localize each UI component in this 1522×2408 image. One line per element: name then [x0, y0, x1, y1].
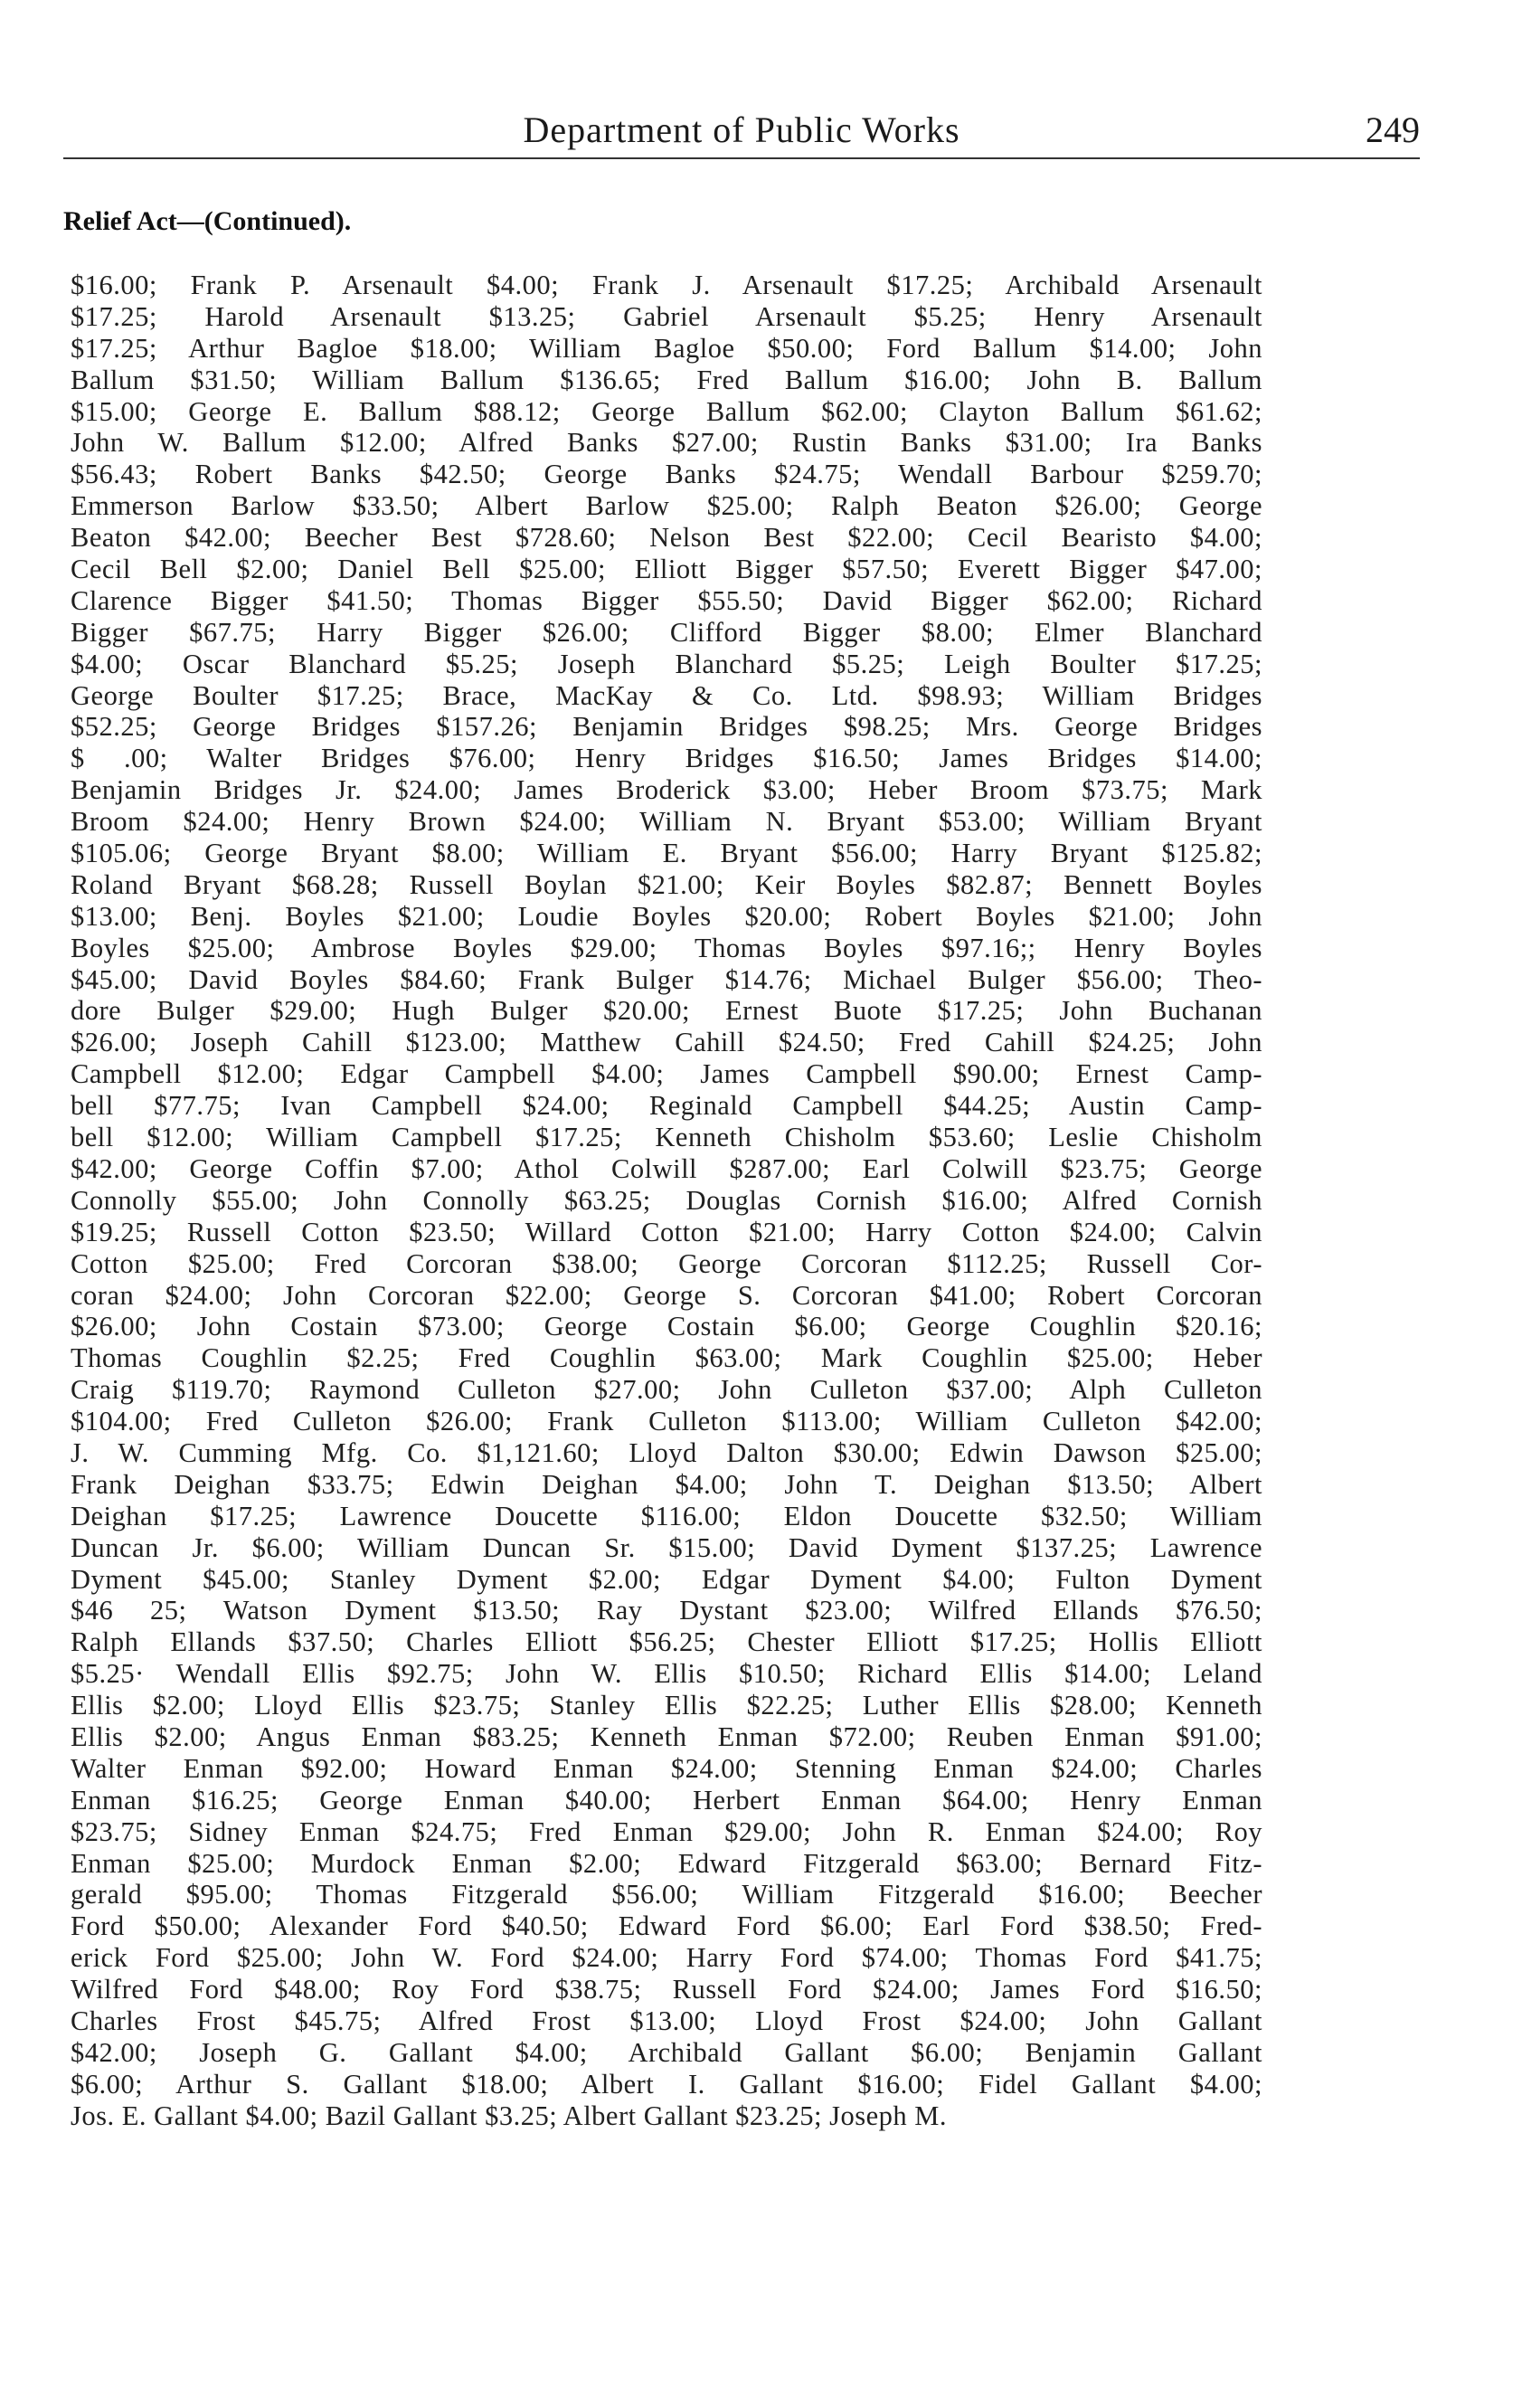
body-line: $52.25; George Bridges $157.26; Benjamin Bridges $98.25; Mrs. George Bridges: [71, 711, 1262, 743]
body-line: Cecil Bell $2.00; Daniel Bell $25.00; Elliott Bigger $57.50; Everett Bigger $47.00;: [71, 554, 1262, 585]
body-line: Ellis $2.00; Lloyd Ellis $23.75; Stanley Ellis $22.25; Luther Ellis $28.00; Kenneth: [71, 1690, 1262, 1721]
body-line: $26.00; John Costain $73.00; George Costain $6.00; George Coughlin $20.16;: [71, 1311, 1262, 1342]
body-line: $104.00; Fred Culleton $26.00; Frank Culleton $113.00; William Culleton $42.00;: [71, 1406, 1262, 1437]
body-line: $42.00; Joseph G. Gallant $4.00; Archibald Gallant $6.00; Benjamin Gallant: [71, 2036, 1262, 2068]
running-header: [63, 101, 1420, 159]
body-line: bell $12.00; William Campbell $17.25; Kenneth Chisholm $53.60; Leslie Chisholm: [71, 1122, 1262, 1153]
body-paragraph: [71, 270, 1262, 2132]
running-title: Department of Public Works: [523, 109, 960, 150]
body-line: bell $77.75; Ivan Campbell $24.00; Reginald Campbell $44.25; Austin Camp-: [71, 1090, 1262, 1122]
body-line: $4.00; Oscar Blanchard $5.25; Joseph Blanchard $5.25; Leigh Boulter $17.25;: [71, 648, 1262, 679]
body-line: $16.00; Frank P. Arsenault $4.00; Frank J. Arsenault $17.25; Archibald Arsenault: [71, 270, 1262, 300]
body-line: Benjamin Bridges Jr. $24.00; James Broderick $3.00; Heber Broom $73.75; Mark: [71, 774, 1262, 806]
body-line: $6.00; Arthur S. Gallant $18.00; Albert I. Gallant $16.00; Fidel Gallant $4.00;: [71, 2068, 1262, 2100]
body-line: gerald $95.00; Thomas Fitzgerald $56.00; William Fitzgerald $16.00; Beecher: [71, 1879, 1262, 1910]
body-line: Ballum $31.50; William Ballum $136.65; Fred Ballum $16.00; John B. Ballum: [71, 364, 1262, 395]
section-heading: Relief Act—(Continued).: [63, 206, 352, 236]
body-line: Broom $24.00; Henry Brown $24.00; William N. Bryant $53.00; William Bryant: [71, 806, 1262, 838]
body-line: Ford $50.00; Alexander Ford $40.50; Edward Ford $6.00; Earl Ford $38.50; Fred-: [71, 1910, 1262, 1942]
body-line: $26.00; Joseph Cahill $123.00; Matthew Cahill $24.50; Fred Cahill $24.25; John: [71, 1027, 1262, 1058]
page-number: 249: [1366, 109, 1420, 150]
body-line: Enman $25.00; Murdock Enman $2.00; Edward Fitzgerald $63.00; Bernard Fitz-: [71, 1847, 1262, 1879]
body-line: Jos. E. Gallant $4.00; Bazil Gallant $3.25; Albert Gallant $23.25; Joseph M.: [71, 2100, 947, 2131]
body-line: $ .00; Walter Bridges $76.00; Henry Bridges $16.50; James Bridges $14.00;: [71, 743, 1262, 774]
body-line: Bigger $67.75; Harry Bigger $26.00; Clifford Bigger $8.00; Elmer Blanchard: [71, 616, 1262, 648]
body-line: $46 25; Watson Dyment $13.50; Ray Dystant $23.00; Wilfred Ellands $76.50;: [71, 1595, 1262, 1626]
body-line: Emmerson Barlow $33.50; Albert Barlow $25.00; Ralph Beaton $26.00; George: [71, 490, 1262, 522]
body-line: Boyles $25.00; Ambrose Boyles $29.00; Thomas Boyles $97.16;; Henry Boyles: [71, 932, 1262, 963]
body-line: $5.25· Wendall Ellis $92.75; John W. Ellis $10.50; Richard Ellis $14.00; Leland: [71, 1658, 1262, 1690]
body-line: J. W. Cumming Mfg. Co. $1,121.60; Lloyd Dalton $30.00; Edwin Dawson $25.00;: [71, 1436, 1262, 1468]
body-line: Craig $119.70; Raymond Culleton $27.00; John Culleton $37.00; Alph Culleton: [71, 1374, 1262, 1406]
body-line: Beaton $42.00; Beecher Best $728.60; Nelson Best $22.00; Cecil Bearisto $4.00;: [71, 522, 1262, 554]
body-line: $56.43; Robert Banks $42.50; George Banks $24.75; Wendall Barbour $259.70;: [71, 459, 1262, 490]
body-line: $23.75; Sidney Enman $24.75; Fred Enman $29.00; John R. Enman $24.00; Roy: [71, 1815, 1262, 1847]
body-line: Duncan Jr. $6.00; William Duncan Sr. $15.00; David Dyment $137.25; Lawrence: [71, 1531, 1262, 1563]
body-line: Deighan $17.25; Lawrence Doucette $116.00; Eldon Doucette $32.50; William: [71, 1500, 1262, 1531]
body-line: $45.00; David Boyles $84.60; Frank Bulger $14.76; Michael Bulger $56.00; Theo-: [71, 963, 1262, 995]
body-line: erick Ford $25.00; John W. Ford $24.00; Harry Ford $74.00; Thomas Ford $41.75;: [71, 1942, 1262, 1974]
body-line: $19.25; Russell Cotton $23.50; Willard Cotton $21.00; Harry Cotton $24.00; Calvin: [71, 1216, 1262, 1247]
body-line: dore Bulger $29.00; Hugh Bulger $20.00; Ernest Buote $17.25; John Buchanan: [71, 995, 1262, 1027]
body-line: Ralph Ellands $37.50; Charles Elliott $56.25; Chester Elliott $17.25; Hollis Elliott: [71, 1626, 1262, 1658]
body-line: George Boulter $17.25; Brace, MacKay & Co. Ltd. $98.93; William Bridges: [71, 679, 1262, 711]
body-line: Wilfred Ford $48.00; Roy Ford $38.75; Russell Ford $24.00; James Ford $16.50;: [71, 1974, 1262, 2005]
body-line: Roland Bryant $68.28; Russell Boylan $21.00; Keir Boyles $82.87; Bennett Boyles: [71, 868, 1262, 900]
body-line: Frank Deighan $33.75; Edwin Deighan $4.00; John T. Deighan $13.50; Albert: [71, 1468, 1262, 1500]
body-line: $17.25; Arthur Bagloe $18.00; William Bagloe $50.00; Ford Ballum $14.00; John: [71, 332, 1262, 364]
body-line: Walter Enman $92.00; Howard Enman $24.00; Stenning Enman $24.00; Charles: [71, 1752, 1262, 1784]
body-line: Clarence Bigger $41.50; Thomas Bigger $55.50; David Bigger $62.00; Richard: [71, 584, 1262, 616]
body-line: Dyment $45.00; Stanley Dyment $2.00; Edgar Dyment $4.00; Fulton Dyment: [71, 1563, 1262, 1595]
body-line: Thomas Coughlin $2.25; Fred Coughlin $63.00; Mark Coughlin $25.00; Heber: [71, 1342, 1262, 1374]
body-line: $13.00; Benj. Boyles $21.00; Loudie Boyles $20.00; Robert Boyles $21.00; John: [71, 900, 1262, 932]
body-line: Charles Frost $45.75; Alfred Frost $13.00; Lloyd Frost $24.00; John Gallant: [71, 2005, 1262, 2036]
body-line: Cotton $25.00; Fred Corcoran $38.00; George Corcoran $112.25; Russell Cor-: [71, 1247, 1262, 1279]
body-line: Campbell $12.00; Edgar Campbell $4.00; James Campbell $90.00; Ernest Camp-: [71, 1058, 1262, 1090]
body-line: $15.00; George E. Ballum $88.12; George Ballum $62.00; Clayton Ballum $61.62;: [71, 395, 1262, 427]
body-line: $17.25; Harold Arsenault $13.25; Gabriel Arsenault $5.25; Henry Arsenault: [71, 300, 1262, 332]
body-line: coran $24.00; John Corcoran $22.00; George S. Corcoran $41.00; Robert Corcoran: [71, 1279, 1262, 1311]
body-line: Enman $16.25; George Enman $40.00; Herbert Enman $64.00; Henry Enman: [71, 1784, 1262, 1815]
body-line: Connolly $55.00; John Connolly $63.25; Douglas Cornish $16.00; Alfred Cornish: [71, 1184, 1262, 1216]
body-line: $105.06; George Bryant $8.00; William E. Bryant $56.00; Harry Bryant $125.82;: [71, 838, 1262, 869]
body-line: $42.00; George Coffin $7.00; Athol Colwill $287.00; Earl Colwill $23.75; George: [71, 1152, 1262, 1184]
body-line: John W. Ballum $12.00; Alfred Banks $27.00; Rustin Banks $31.00; Ira Banks: [71, 427, 1262, 459]
body-line: Ellis $2.00; Angus Enman $83.25; Kenneth Enman $72.00; Reuben Enman $91.00;: [71, 1721, 1262, 1752]
